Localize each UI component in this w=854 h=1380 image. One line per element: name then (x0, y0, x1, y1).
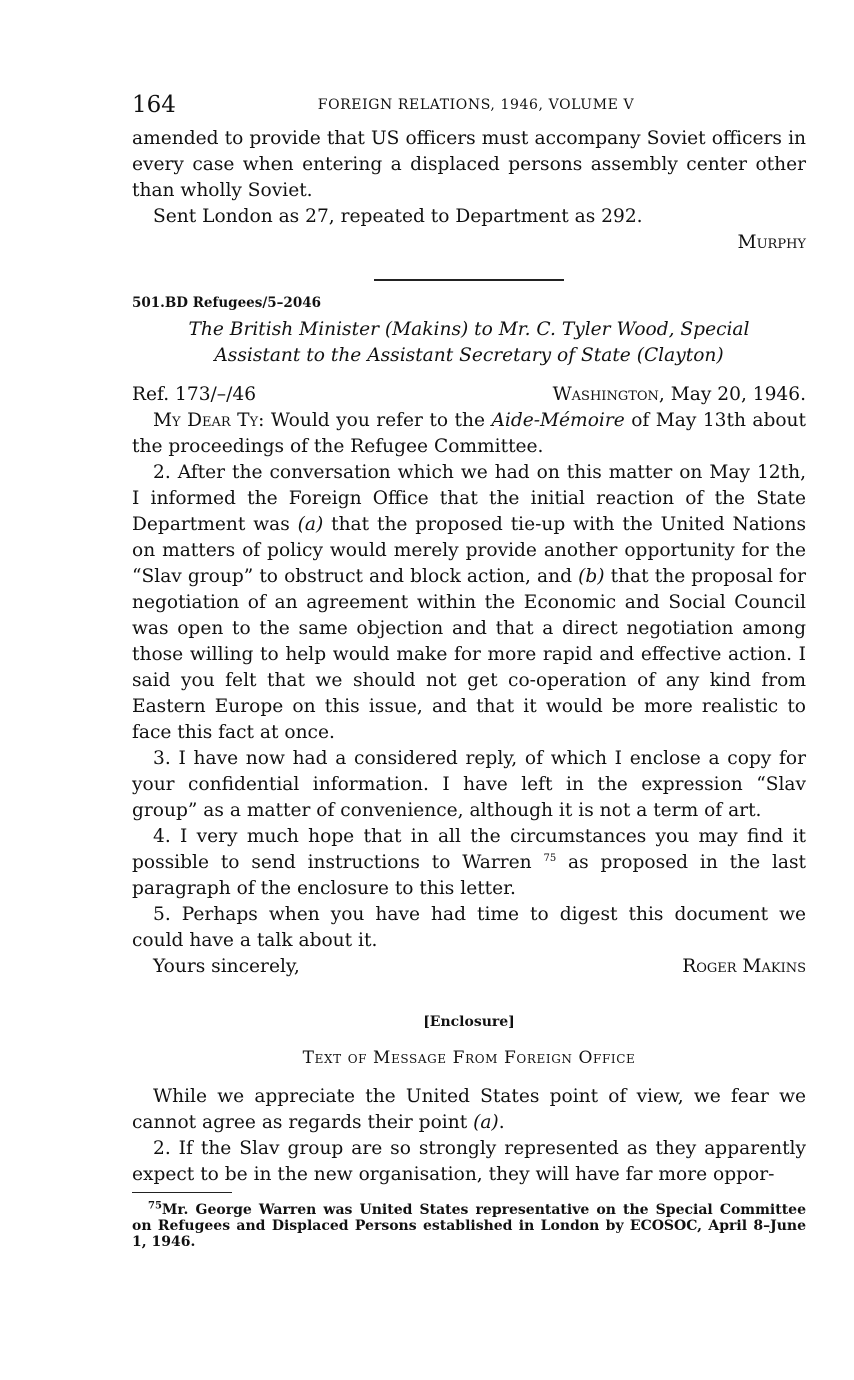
paragraph-1-text-a: Would you refer to the (270, 410, 485, 431)
footnote-text: Mr. George Warren was United States representative on the Special Committee on Refugees and Displaced Persons established in London by ECOSOC, April 8–June 1, 1946. (132, 1202, 806, 1250)
paragraph-2 (132, 460, 806, 746)
enclosure-paragraph-1-text: While we appreciate the United States point of view, we fear we cannot agree as regards their point (132, 1086, 806, 1133)
document-page (132, 92, 806, 1250)
enclosure-title: Text of Message From Foreign Office (302, 1048, 636, 1068)
paragraph-2-text-b: that the proposed tie-up with the United Nations on matters of policy would merely provide another opportunity for the “Slav group” to obstruct and block action, and (132, 514, 806, 587)
reference-line (132, 382, 806, 408)
footnote-divider (132, 1192, 232, 1193)
document-title-line-1: The British Minister (Makins) to Mr. C. Tyler Wood, Special (188, 319, 750, 340)
running-title: FOREIGN RELATIONS, 1946, VOLUME V (317, 97, 635, 113)
enclosure-paragraph-2: 2. If the Slav group are so strongly represented as they apparently expect to be in the new organisation, they will have far more oppor- (132, 1138, 806, 1185)
paragraph-2-text-a: 2. After the conversation which we had on this matter on May 12th, I informed the Foreign Office that the initial reaction of the State Department was (132, 462, 806, 535)
enclosure-label: [Enclosure] (423, 1014, 515, 1030)
page-number: 164 (132, 92, 176, 118)
enclosure-paragraph-1-end: . (498, 1112, 505, 1133)
previous-doc-paragraph: amended to provide that US officers must accompany Soviet officers in every case when entering a displaced persons assembly center other than wholly Soviet. (132, 128, 806, 201)
place: Washington, (552, 384, 665, 405)
paragraph-4 (132, 824, 806, 902)
signoff (132, 954, 806, 980)
document-title-line-2: Assistant to the Assistant Secretary of State (Clayton) (214, 345, 724, 366)
section-divider (374, 279, 564, 281)
signer: Roger Makins (682, 956, 806, 977)
aide-memoire-term: Aide-Mémoire (491, 410, 625, 431)
footnote-reference[interactable]: 75 (543, 852, 557, 864)
enclosure-paragraph-1 (132, 1084, 806, 1136)
paragraph-5: 5. Perhaps when you have had time to digest this document we could have a talk about it. (132, 904, 806, 951)
dateline (553, 382, 806, 408)
paragraph-1-text-b: of May 13th about the proceedings of the Refugee Committee. (132, 410, 807, 457)
reference-number: Ref. 173/–/46 (132, 384, 257, 405)
closing: Yours sincerely, (153, 956, 300, 977)
file-reference: 501.BD Refugees/5–2046 (132, 295, 321, 311)
paragraph-4-text-b: as proposed in the last paragraph of the enclosure to this letter. (132, 852, 806, 899)
paragraph-4-text-a: 4. I very much hope that in all the circumstances you may find it possible to send instructions to Warren (132, 826, 806, 873)
paragraph-1 (132, 408, 806, 460)
footnote (132, 1202, 806, 1250)
page-header (132, 92, 806, 126)
salutation: My Dear Ty: (153, 410, 265, 431)
date: May 20, 1946. (670, 384, 806, 405)
label-a: (a) (297, 514, 324, 535)
paragraph-3: 3. I have now had a considered reply, of which I enclose a copy for your confidential information. I have left in the expression “Slav group” as a matter of convenience, although it is not a term of art. (132, 748, 806, 821)
sent-line: Sent London as 27, repeated to Department as 292. (153, 206, 643, 227)
enclosure-label-a: (a) (473, 1112, 499, 1133)
label-b: (b) (578, 566, 605, 587)
footnote-marker: 75 (148, 1200, 162, 1212)
signature-murphy: Murphy (737, 232, 806, 253)
paragraph-2-text-c: that the proposal for negotiation of an agreement within the Economic and Social Council was open to the same objection and that a direct negotiation among those willing to help would make for more rapid and effective action. I said you felt that we should not get co-operation of any kind from Eastern Europe on this issue, and that it would be more realistic to face this fact at once. (132, 566, 807, 743)
